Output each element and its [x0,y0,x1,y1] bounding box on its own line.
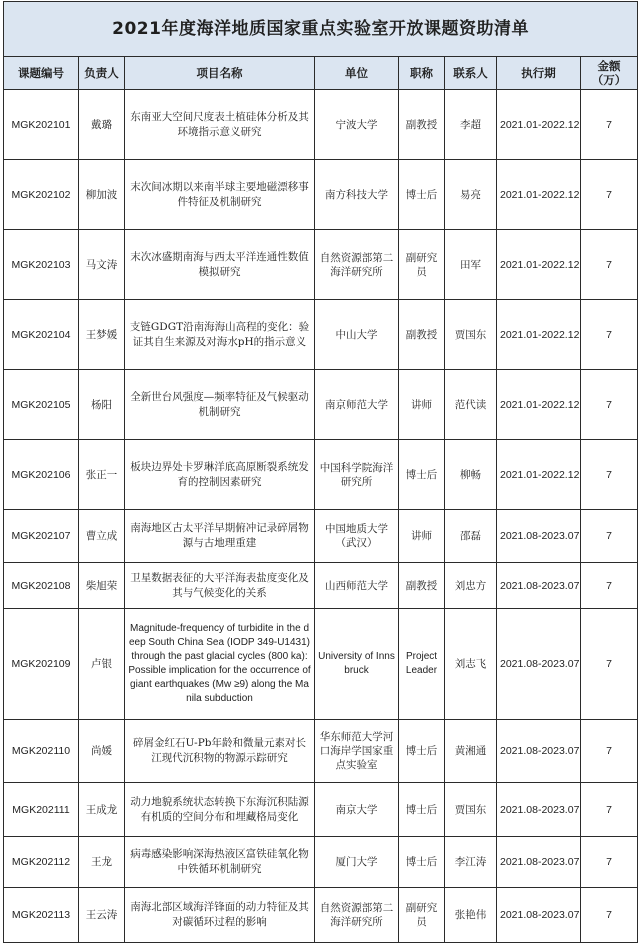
cell-job-title: 讲师 [399,510,445,563]
cell-unit: 南京师范大学 [315,370,399,440]
cell-unit: 华东师范大学河口海岸学国家重点实验室 [315,720,399,783]
cell-code: MGK202101 [4,90,79,160]
cell-project: 板块边界处卡罗琳洋底高原断裂系统发育的控制因素研究 [125,440,315,510]
cell-leader: 张正一 [79,440,125,510]
cell-period: 2021.01-2022.12 [497,370,581,440]
cell-amount: 7 [581,888,638,943]
cell-amount: 7 [581,720,638,783]
cell-code: MGK202103 [4,230,79,300]
cell-contact: 李江涛 [445,837,497,888]
cell-unit: 自然资源部第二海洋研究所 [315,230,399,300]
cell-leader: 柳加波 [79,160,125,230]
cell-contact: 柳畅 [445,440,497,510]
cell-job-title: 副研究员 [399,888,445,943]
cell-code: MGK202105 [4,370,79,440]
header-project: 项目名称 [125,57,315,90]
table-row [4,720,638,783]
cell-contact: 贾国东 [445,783,497,837]
cell-amount: 7 [581,230,638,300]
cell-job-title: 副教授 [399,563,445,609]
cell-project: 末次间冰期以来南半球主要地磁漂移事件特征及机制研究 [125,160,315,230]
cell-contact: 贾国东 [445,300,497,370]
cell-contact: 黄湘通 [445,720,497,783]
cell-project: 全新世台风强度—频率特征及气候驱动机制研究 [125,370,315,440]
cell-period: 2021.01-2022.12 [497,160,581,230]
cell-leader: 王成龙 [79,783,125,837]
cell-code: MGK202104 [4,300,79,370]
cell-contact: 田军 [445,230,497,300]
cell-project: 末次冰盛期南海与西太平洋连通性数值模拟研究 [125,230,315,300]
funding-list-sheet [3,1,637,938]
cell-leader: 曹立成 [79,510,125,563]
cell-amount: 7 [581,510,638,563]
header-row [4,57,638,90]
table-row [4,510,638,563]
cell-project: 南海地区古太平洋早期俯冲记录碎屑物源与古地理重建 [125,510,315,563]
cell-period: 2021.08-2023.07 [497,563,581,609]
table-row [4,837,638,888]
cell-contact: 刘志飞 [445,609,497,720]
cell-period: 2021.08-2023.07 [497,510,581,563]
cell-unit: University of Innsbruck [315,609,399,720]
header-job-title: 职称 [399,57,445,90]
cell-unit: 厦门大学 [315,837,399,888]
cell-period: 2021.01-2022.12 [497,230,581,300]
table-row [4,783,638,837]
cell-contact: 刘忠方 [445,563,497,609]
cell-project: 卫星数据表征的大平洋海表盐度变化及其与气候变化的关系 [125,563,315,609]
cell-period: 2021.08-2023.07 [497,609,581,720]
cell-contact: 范代读 [445,370,497,440]
cell-code: MGK202110 [4,720,79,783]
cell-project: 碎屑金红石U-Pb年龄和微量元素对长江现代沉积物的物源示踪研究 [125,720,315,783]
cell-code: MGK202112 [4,837,79,888]
cell-unit: 南京大学 [315,783,399,837]
cell-project: 东南亚大空间尺度表土植硅体分析及其环境指示意义研究 [125,90,315,160]
header-leader: 负责人 [79,57,125,90]
cell-job-title: 博士后 [399,720,445,783]
cell-job-title: 博士后 [399,837,445,888]
cell-amount: 7 [581,90,638,160]
header-unit: 单位 [315,57,399,90]
cell-project: 南海北部区域海洋锋面的动力特征及其对碳循环过程的影响 [125,888,315,943]
cell-contact: 李超 [445,90,497,160]
cell-code: MGK202107 [4,510,79,563]
cell-unit: 山西师范大学 [315,563,399,609]
cell-code: MGK202108 [4,563,79,609]
cell-unit: 宁波大学 [315,90,399,160]
cell-unit: 南方科技大学 [315,160,399,230]
header-amount: 金额（万） [581,57,638,90]
cell-job-title: 副教授 [399,90,445,160]
cell-period: 2021.08-2023.07 [497,888,581,943]
cell-amount: 7 [581,837,638,888]
table-row [4,300,638,370]
cell-leader: 王云涛 [79,888,125,943]
cell-leader: 马文涛 [79,230,125,300]
cell-leader: 尚媛 [79,720,125,783]
cell-unit: 中山大学 [315,300,399,370]
cell-amount: 7 [581,440,638,510]
cell-period: 2021.08-2023.07 [497,720,581,783]
cell-leader: 戴璐 [79,90,125,160]
cell-project: 病毒感染影响深海热液区富铁硅氧化物中铁循环机制研究 [125,837,315,888]
cell-amount: 7 [581,370,638,440]
cell-period: 2021.08-2023.07 [497,837,581,888]
cell-leader: 杨阳 [79,370,125,440]
cell-unit: 中国地质大学（武汉） [315,510,399,563]
header-code: 课题编号 [4,57,79,90]
table-row [4,370,638,440]
cell-leader: 柴旭荣 [79,563,125,609]
cell-period: 2021.01-2022.12 [497,300,581,370]
cell-job-title: 讲师 [399,370,445,440]
cell-code: MGK202113 [4,888,79,943]
cell-code: MGK202106 [4,440,79,510]
cell-unit: 自然资源部第二海洋研究所 [315,888,399,943]
header-contact: 联系人 [445,57,497,90]
cell-project: 动力地貌系统状态转换下东海沉积陆源有机质的空间分布和埋藏格局变化 [125,783,315,837]
table-row [4,440,638,510]
cell-period: 2021.01-2022.12 [497,90,581,160]
cell-job-title: 博士后 [399,440,445,510]
cell-project: 支链GDGT沿南海海山高程的变化：验证其自生来源及对海水pH的指示意义 [125,300,315,370]
cell-code: MGK202111 [4,783,79,837]
cell-project: Magnitude-frequency of turbidite in the deep South China Sea (IODP 349-U1431) through the past glacial cycles (800 ka): Possible implication for the occurrence of giant earthquakes (Mw ≥9) along the Manila subduction [125,609,315,720]
cell-period: 2021.01-2022.12 [497,440,581,510]
cell-job-title: 副教授 [399,300,445,370]
header-period: 执行期 [497,57,581,90]
cell-period: 2021.08-2023.07 [497,783,581,837]
cell-unit: 中国科学院海洋研究所 [315,440,399,510]
table-row [4,90,638,160]
cell-amount: 7 [581,783,638,837]
table-row [4,563,638,609]
cell-job-title: 博士后 [399,783,445,837]
table-row [4,230,638,300]
cell-leader: 王龙 [79,837,125,888]
cell-leader: 王梦媛 [79,300,125,370]
funding-table [3,1,638,943]
cell-amount: 7 [581,563,638,609]
cell-amount: 7 [581,609,638,720]
cell-job-title: 副研究员 [399,230,445,300]
cell-contact: 易亮 [445,160,497,230]
cell-job-title: 博士后 [399,160,445,230]
table-title: 2021年度海洋地质国家重点实验室开放课题资助清单 [4,2,638,57]
cell-job-title: Project Leader [399,609,445,720]
table-row [4,160,638,230]
cell-contact: 邵磊 [445,510,497,563]
cell-amount: 7 [581,160,638,230]
cell-amount: 7 [581,300,638,370]
cell-leader: 卢银 [79,609,125,720]
cell-code: MGK202102 [4,160,79,230]
table-row [4,888,638,943]
table-row [4,609,638,720]
cell-contact: 张艳伟 [445,888,497,943]
cell-code: MGK202109 [4,609,79,720]
